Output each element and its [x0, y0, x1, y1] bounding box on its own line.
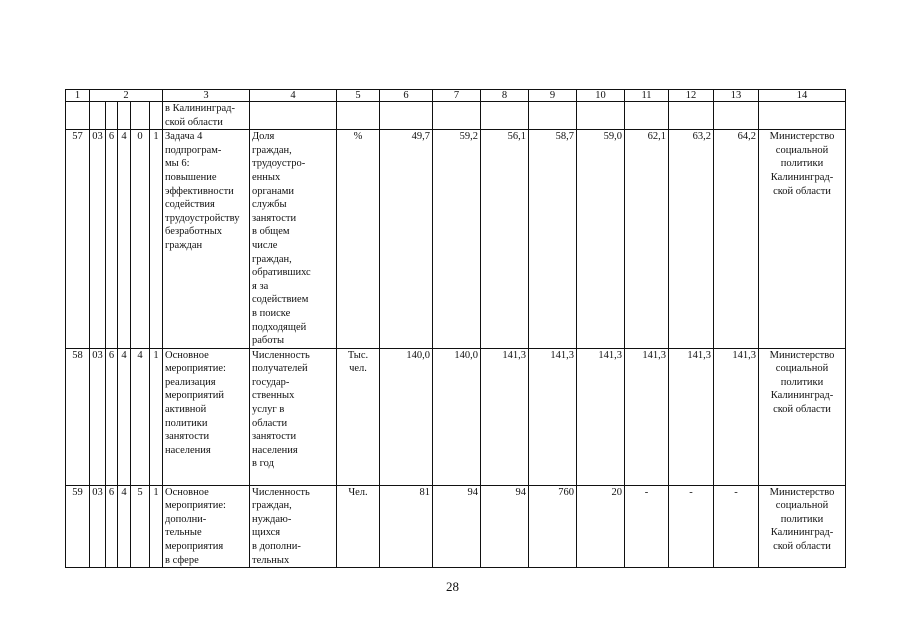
unit [337, 485, 380, 568]
continuation-line: ской области [165, 116, 223, 128]
cell-line: числе [252, 239, 278, 251]
header-col-1: 1 [66, 90, 90, 102]
cell-line: занятости [252, 212, 297, 224]
indicator-value: 141,3 [481, 348, 529, 485]
header-row [66, 90, 846, 102]
cell-line: повышение [165, 171, 217, 183]
cell-line: государ- [252, 376, 290, 388]
indicator-value: 140,0 [433, 348, 481, 485]
header-col-3: 3 [163, 90, 250, 102]
indicator-value: 59,0 [577, 130, 625, 349]
indicator-value: - [625, 485, 669, 568]
cell-line: я за [252, 280, 269, 292]
unit [337, 130, 380, 349]
indicator-value: 141,3 [714, 348, 759, 485]
cell-line: граждан, [252, 500, 292, 512]
cell-line: граждан, [252, 253, 292, 265]
cell-line: занятости [252, 431, 297, 443]
indicator-value: 81 [380, 485, 433, 568]
indicator-value: 58,7 [529, 130, 577, 349]
cell-line: реализация [165, 376, 216, 388]
program-code: 5 [131, 485, 150, 568]
cell-line: тельные [165, 527, 202, 539]
cell-line: Министерство [769, 131, 835, 143]
cell-line: чел. [349, 363, 367, 375]
indicator-value: 141,3 [529, 348, 577, 485]
indicator-value: - [714, 485, 759, 568]
program-code: 03 [90, 485, 106, 568]
cell-line: политики [780, 376, 824, 388]
cell-line: Калининград- [770, 527, 834, 539]
cell-line: социальной [775, 500, 829, 512]
indicator-value: 62,1 [625, 130, 669, 349]
cell-line: трудоустро- [252, 158, 306, 170]
cell-line: Министерство [769, 486, 835, 498]
continuation-line: в Калининград- [165, 103, 235, 114]
cell-line: мы 6: [165, 158, 190, 170]
cell-line: социальной [775, 363, 829, 375]
cell-line: содействия [165, 199, 215, 211]
cell-line: обратившихс [252, 267, 311, 279]
header-col-7: 7 [433, 90, 481, 102]
cell-line: Доля [252, 131, 275, 143]
row-number: 58 [66, 348, 90, 485]
program-code: 1 [150, 130, 163, 349]
cell-line: енных [252, 171, 281, 183]
header-col-9: 9 [529, 90, 577, 102]
cell-line: трудоустройству [165, 212, 240, 224]
cell-line: органами [252, 185, 295, 197]
cell-line: Основное [165, 349, 209, 361]
cell-line: услуг в [252, 404, 285, 416]
cell-line: активной [165, 404, 207, 416]
cell-line: дополни- [165, 513, 207, 525]
indicator-name [250, 130, 337, 349]
indicator-value: 64,2 [714, 130, 759, 349]
indicator-value: 140,0 [380, 348, 433, 485]
table-row [66, 348, 846, 485]
cell-line: ской области [773, 404, 831, 416]
header-col-6: 6 [380, 90, 433, 102]
cell-line: Задача 4 [165, 131, 203, 143]
cell-line: щихся [252, 527, 281, 539]
header-col-5: 5 [337, 90, 380, 102]
header-col-13: 13 [714, 90, 759, 102]
cell-line: % [353, 131, 363, 143]
header-col-10: 10 [577, 90, 625, 102]
program-code: 4 [118, 485, 131, 568]
cell-line: Министерство [769, 349, 835, 361]
indicator-value: 760 [529, 485, 577, 568]
header-col-14: 14 [759, 90, 846, 102]
cell-line: безработных [165, 226, 223, 238]
cell-line: населения [252, 444, 298, 456]
cell-line: мероприятие: [165, 500, 226, 512]
cell-line: подпрограм- [165, 144, 222, 156]
cell-line: Численность [252, 486, 310, 498]
header-col-2: 2 [90, 90, 163, 102]
cell-line: граждан, [252, 144, 292, 156]
page-number: 28 [446, 579, 459, 594]
cell-line: мероприятие: [165, 363, 226, 375]
cell-line: ской области [773, 541, 831, 553]
cell-line: политики [165, 417, 208, 429]
indicator-name [250, 348, 337, 485]
program-code: 4 [118, 348, 131, 485]
program-code: 03 [90, 348, 106, 485]
header-col-4: 4 [250, 90, 337, 102]
measure-name [163, 485, 250, 568]
cell-line: службы [252, 199, 287, 211]
indicator-value: 94 [481, 485, 529, 568]
program-code: 6 [106, 348, 118, 485]
cell-line: мероприятий [165, 390, 224, 402]
cell-line: населения [165, 444, 211, 456]
program-code: 6 [106, 485, 118, 568]
cell-line: в поиске [252, 307, 291, 319]
measure-name [163, 348, 250, 485]
cell-line: Калининград- [770, 390, 834, 402]
cell-line: подходящей [252, 321, 307, 333]
cell-line: в дополни- [252, 541, 301, 553]
program-code: 1 [150, 348, 163, 485]
indicators-table [65, 89, 846, 568]
cell-line: тельных [252, 554, 290, 566]
indicator-value: 63,2 [669, 130, 714, 349]
cell-line: в сфере [165, 554, 199, 566]
cell-line: граждан [165, 239, 203, 251]
unit [337, 348, 380, 485]
cell-line: области [252, 417, 288, 429]
cell-line: в общем [252, 226, 290, 238]
program-code: 03 [90, 130, 106, 349]
cell-line: получателей [252, 363, 308, 375]
cell-line: занятости [165, 431, 210, 443]
row-number: 59 [66, 485, 90, 568]
cell-line: ственных [252, 390, 295, 402]
responsible-executor [759, 348, 846, 485]
table-row [66, 130, 846, 349]
program-code: 6 [106, 130, 118, 349]
continuation-row [66, 102, 846, 130]
program-code: 4 [118, 130, 131, 349]
indicator-value: 141,3 [577, 348, 625, 485]
cell-line: политики [780, 158, 824, 170]
cell-line: Тыс. [347, 349, 369, 361]
header-col-12: 12 [669, 90, 714, 102]
indicator-value: 141,3 [625, 348, 669, 485]
continuation-col3 [163, 102, 250, 130]
cell-line: Численность [252, 349, 310, 361]
row-number: 57 [66, 130, 90, 349]
cell-line: эффективности [165, 185, 234, 197]
cell-line: Чел. [348, 486, 368, 498]
cell-line: в год [252, 458, 274, 470]
indicator-value: 49,7 [380, 130, 433, 349]
responsible-executor [759, 485, 846, 568]
header-col-8: 8 [481, 90, 529, 102]
cell-line: Калининград- [770, 171, 834, 183]
indicator-value: - [669, 485, 714, 568]
measure-name [163, 130, 250, 349]
table-row [66, 485, 846, 568]
cell-line: работы [252, 335, 285, 347]
program-code: 0 [131, 130, 150, 349]
cell-line: Основное [165, 486, 209, 498]
cell-line: нуждаю- [252, 513, 292, 525]
cell-line: политики [780, 513, 824, 525]
cell-line: содействием [252, 294, 309, 306]
program-code: 1 [150, 485, 163, 568]
responsible-executor [759, 130, 846, 349]
cell-line: социальной [775, 144, 829, 156]
cell-line: мероприятия [165, 541, 224, 553]
indicator-value: 94 [433, 485, 481, 568]
indicator-name [250, 485, 337, 568]
cell-line: ской области [773, 185, 831, 197]
header-col-11: 11 [625, 90, 669, 102]
indicator-value: 56,1 [481, 130, 529, 349]
indicator-value: 59,2 [433, 130, 481, 349]
indicator-value: 141,3 [669, 348, 714, 485]
program-code: 4 [131, 348, 150, 485]
indicator-value: 20 [577, 485, 625, 568]
